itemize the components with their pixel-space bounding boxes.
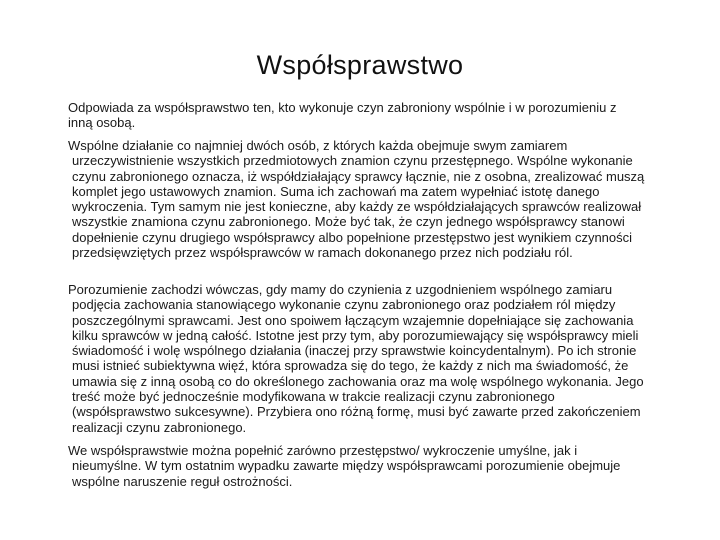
text-line: inną osobą. [68,115,136,131]
text-line: przedsięwziętych przez współsprawców w ramach dokonanego przez nich podziału ról. [72,245,573,261]
text-line: Wspólne działanie co najmniej dwóch osób, z których każda obejmuje swym zamiarem [68,138,568,153]
text-line: świadomość i wolę wspólnego działania (inaczej przy sprawstwie koincydentalnym). Po ich stronie [72,343,637,359]
text-line: komplet jego ustawowych znamion. Suma ich zachowań ma zatem wypełniać istotę danego [72,183,600,199]
text-line: nieumyślne. W tym ostatnim wypadku zawarte między współsprawcami porozumienie obejmuje [72,458,621,474]
paragraph-joint-action [68,138,680,260]
text-line: musi istnieć subiektywna więź, która sprowadza się do tego, że każdy z nich ma świadomość, że [72,358,629,374]
text-line: wszystkie znamiona czynu zabronionego. Może być tak, że czyn jednego współsprawcy stanowi [72,214,625,230]
text-line: Odpowiada za współsprawstwo ten, kto wykonuje czyn zabroniony wspólnie i w porozumieniu z [68,100,617,115]
slide-title: Współsprawstwo [256,50,464,80]
text-line: Porozumienie zachodzi wówczas, gdy mamy do czynienia z uzgodnieniem wspólnego zamiaru [68,282,613,297]
paragraph-agreement [68,282,680,435]
paragraph-intent [68,443,680,489]
text-line: (współsprawstwo sukcesywne). Przybiera ono różną formę, musi być zawarte przed zakończeniem [72,404,641,420]
text-line: wspólne naruszenie reguł ostrożności. [72,473,293,489]
text-line: treść może być jednocześnie modyfikowana w trakcie realizacji czynu zabronionego [72,389,555,405]
text-line: wykroczenia. Tym samym nie jest konieczne, aby każdy ze współdziałających sprawców realizował [72,199,642,215]
text-line: dopełnienie czynu drugiego współsprawcy albo popełnione przestępstwo jest wynikiem czynności [72,229,633,245]
text-line: czynu zabronionego oznacza, iż współdziałający sprawcy łącznie, nie z osobna, zrealizować muszą [72,168,645,184]
text-line: kilku sprawców w jedną całość. Istotne jest przy tym, aby porozumiewający się współsprawcy mieli [72,327,639,343]
paragraph-definition [68,100,678,131]
text-line: urzeczywistnienie wszystkich przedmiotowych znamion czynu przestępnego. Wspólne wykonanie [72,153,633,169]
text-line: umawia się z inną osobą co do określonego zachowania oraz ma wolę wspólnego wykonania. Jego [72,373,644,389]
text-line: realizacji czynu zabronionego. [72,419,247,435]
text-line: We współsprawstwie można popełnić zarówno przestępstwo/ wykroczenie umyślne, jak i [68,443,578,458]
text-line: podjęcia zachowania stanowiącego wykonanie czynu zabronionego oraz podziałem ról między [72,297,616,313]
text-line: poszczególnymi sprawcami. Jest ono spoiwem łączącym wzajemnie dopełniające się zachowania [72,312,634,328]
